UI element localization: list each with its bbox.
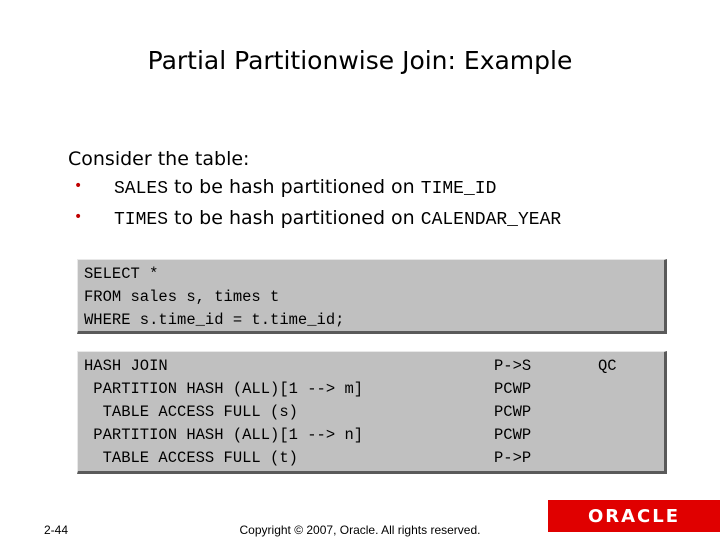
plan-operation: PARTITION HASH (ALL)[1 --> m] (84, 380, 364, 398)
plan-qc-value: QC (598, 357, 617, 375)
copyright-text: Copyright © 2007, Oracle. All rights reserved. (239, 523, 481, 537)
plan-distribution-value: P->P (494, 449, 532, 467)
bullet-code: TIMES (114, 210, 169, 230)
plan-operation: TABLE ACCESS FULL (s) (84, 403, 298, 421)
bullet-code: SALES (114, 179, 169, 199)
code-line: FROM sales s, times t (84, 288, 280, 306)
bullet-item (74, 207, 561, 230)
execution-plan-box (77, 351, 667, 474)
plan-distribution-value: PCWP (494, 380, 532, 398)
slide-title: Partial Partitionwise Join: Example (147, 46, 573, 75)
bullet-code: TIME_ID (420, 179, 497, 199)
code-line: SELECT * (84, 265, 159, 283)
plan-operation: PARTITION HASH (ALL)[1 --> n] (84, 426, 364, 444)
logo-text: ORACLE (587, 505, 681, 527)
plan-operation: HASH JOIN (84, 357, 168, 375)
plan-operations (84, 355, 363, 470)
intro-text: Consider the table: (68, 148, 250, 170)
plan-operation: TABLE ACCESS FULL (t) (84, 449, 298, 467)
bullet-item (74, 176, 496, 199)
plan-distribution (494, 355, 531, 470)
bullet-dot-icon: • (74, 178, 83, 194)
plan-distribution-value: PCWP (494, 403, 532, 421)
page-number: 2-44 (44, 523, 69, 537)
plan-distribution-value: PCWP (494, 426, 532, 444)
bullet-text: to be hash partitioned on (168, 176, 421, 198)
plan-distribution-value: P->S (494, 357, 532, 375)
oracle-logo (548, 500, 720, 532)
code-line: WHERE s.time_id = t.time_id; (84, 311, 345, 329)
bullet-dot-icon: • (74, 209, 83, 225)
plan-qc (598, 355, 617, 378)
query-code-box (77, 259, 667, 334)
bullet-code: CALENDAR_YEAR (420, 210, 562, 230)
bullet-text: to be hash partitioned on (168, 207, 421, 229)
